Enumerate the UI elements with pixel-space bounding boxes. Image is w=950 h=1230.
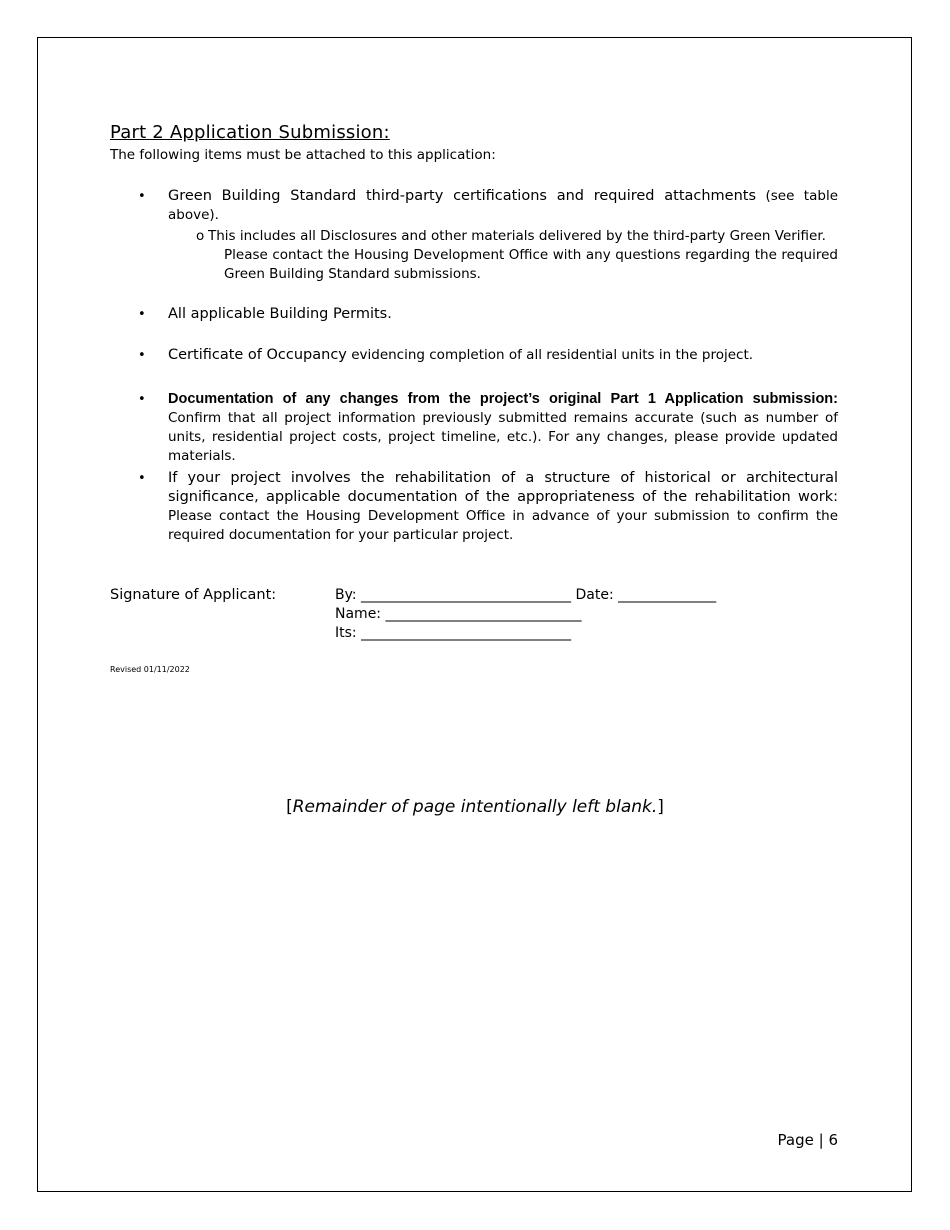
bullet-icon: • — [138, 471, 146, 486]
sub-list-item — [196, 227, 838, 284]
bullet-icon: • — [138, 307, 146, 322]
list-item-text: evidencing completion of all residential units in the project. — [346, 347, 754, 363]
list-item-text: (see table above). — [168, 188, 839, 223]
section-intro: The following items must be attached to this application: — [110, 147, 496, 163]
blank-note-open-bracket: [ — [286, 797, 293, 817]
list-item — [168, 469, 838, 545]
page-number: Page | 6 — [777, 1131, 838, 1149]
list-item-lead: All applicable Building Permits. — [168, 306, 392, 322]
list-item-bold-lead: Documentation of any changes from the project’s original Part 1 Application submission: — [168, 391, 838, 407]
list-item-text: Please contact the Housing Development Office in advance of your submission to confirm the required documentation for your particular project. — [168, 508, 838, 543]
section-heading: Part 2 Application Submission: — [110, 122, 390, 143]
bullet-icon: • — [138, 392, 146, 407]
list-item — [168, 305, 838, 324]
blank-note-close-bracket: ] — [657, 797, 664, 817]
signature-label: Signature of Applicant: — [110, 587, 277, 603]
list-item-lead: If your project involves the rehabilitation of a structure of historical or architectural significance, applicable documentation of the appropriateness of the rehabilitation work: — [168, 470, 838, 505]
bullet-icon: • — [138, 189, 146, 204]
blank-page-note — [0, 797, 950, 817]
sub-list-item-first-line: This includes all Disclosures and other materials delivered by the third-party Green Verifier. — [208, 228, 826, 244]
signature-by-date-line: By: ______________________________ Date: ______________ — [335, 587, 717, 603]
signature-name-line: Name: ____________________________ — [335, 606, 582, 622]
list-item-lead: Green Building Standard third-party certifications and required attachments — [168, 188, 757, 204]
blank-note-text: Remainder of page intentionally left blank. — [292, 797, 658, 817]
bullet-icon: • — [138, 348, 146, 363]
list-item — [168, 187, 838, 225]
list-item-lead: Certificate of Occupancy — [168, 347, 347, 363]
revised-date: Revised 01/11/2022 — [110, 665, 190, 674]
sub-list-item-rest: Please contact the Housing Development Office with any questions regarding the required Green Building Standard submissions. — [224, 247, 838, 282]
circle-bullet-icon: o — [196, 228, 205, 244]
list-item — [168, 346, 838, 365]
list-item — [168, 390, 838, 466]
list-item-text: Confirm that all project information previously submitted remains accurate (such as number of units, residential project costs, project timeline, etc.). For any changes, please provide updated materials. — [168, 410, 838, 464]
signature-its-line: Its: ______________________________ — [335, 625, 572, 641]
